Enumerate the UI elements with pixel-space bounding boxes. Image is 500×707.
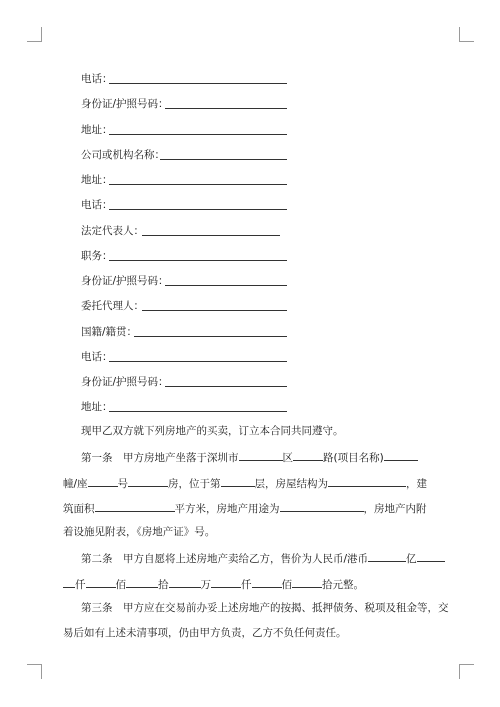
field-blank-line[interactable] — [160, 159, 287, 160]
field-blank-line[interactable] — [109, 411, 287, 412]
form-field-row — [81, 172, 287, 188]
article-2-line-2: 仟 佰 拾 万 仟 佰 拾元整。 — [63, 575, 441, 591]
project-name-blank[interactable] — [384, 448, 418, 461]
area-blank[interactable] — [95, 499, 175, 512]
form-field-row — [81, 96, 287, 112]
form-field-row — [81, 298, 287, 314]
page-corner-mark — [459, 664, 474, 679]
field-blank-line[interactable] — [134, 336, 287, 337]
field-blank-line[interactable] — [142, 235, 280, 236]
field-label: 电话： — [81, 199, 113, 211]
article-1-line-3: 筑面积 平方米，房地产用途为 ，房地产内附 — [63, 499, 441, 515]
form-field-row — [81, 399, 287, 415]
article-3-line-2: 易后如有上述未清事项，仍由甲方负责，乙方不负任何责任。 — [63, 627, 347, 639]
form-field-row — [81, 374, 287, 390]
field-blank-line[interactable] — [109, 184, 287, 185]
price-blank[interactable] — [126, 575, 158, 588]
price-blank[interactable] — [169, 575, 201, 588]
field-label: 公司或机构名称： — [81, 149, 165, 161]
article-1-line-1: 第一条 甲方房地产坐落于深圳市 区 路(项目名称) — [81, 448, 459, 464]
intro-paragraph: 现甲乙双方就下列房地产的买卖，订立本合同共同遵守。 — [81, 425, 344, 437]
price-blank[interactable] — [86, 575, 116, 588]
field-label: 地址： — [81, 174, 113, 186]
field-label: 国籍/籍贯： — [81, 326, 138, 338]
field-label: 法定代表人： — [81, 225, 144, 237]
field-blank-line[interactable] — [165, 386, 287, 387]
road-blank[interactable] — [293, 448, 323, 461]
form-field-row — [81, 197, 287, 213]
article-3-line-1: 第三条 甲方应在交易前办妥上述房地产的按揭、抵押债务、税项及租金等，交 — [81, 602, 449, 614]
field-label: 地址： — [81, 401, 113, 413]
form-field-row — [81, 324, 287, 340]
price-blank[interactable] — [63, 575, 75, 588]
usage-blank[interactable] — [280, 499, 364, 512]
district-blank[interactable] — [239, 448, 283, 461]
field-label: 身份证/护照号码： — [81, 275, 169, 287]
price-blank[interactable] — [292, 575, 322, 588]
field-blank-line[interactable] — [142, 310, 287, 311]
form-field-row — [81, 349, 287, 365]
form-field-row — [81, 122, 287, 138]
field-label: 身份证/护照号码： — [81, 376, 169, 388]
article-1-line-2: 幢/座 号 房，位于第 层，房屋结构为 ，建 — [63, 474, 441, 490]
field-label: 职务： — [81, 250, 113, 262]
field-label: 身份证/护照号码： — [81, 98, 169, 110]
field-blank-line[interactable] — [165, 285, 287, 286]
field-blank-line[interactable] — [109, 361, 287, 362]
article-1-line-4: 着设施见附表，《房地产证》号。 — [63, 526, 216, 538]
page-corner-mark — [459, 27, 474, 42]
form-field-row — [81, 147, 287, 163]
page-corner-mark — [27, 664, 42, 679]
field-blank-line[interactable] — [109, 209, 287, 210]
building-blank[interactable] — [88, 474, 118, 487]
page-corner-mark — [27, 27, 42, 42]
price-blank-100m[interactable] — [368, 549, 406, 562]
field-label: 电话： — [81, 351, 113, 363]
field-blank-line[interactable] — [109, 260, 287, 261]
field-label: 电话： — [81, 73, 113, 85]
article-2-line-1: 第二条 甲方自愿将上述房地产卖给乙方，售价为人民币/港币 亿 — [81, 549, 459, 565]
form-field-row — [81, 71, 287, 87]
field-blank-line[interactable] — [109, 83, 287, 84]
floor-blank[interactable] — [221, 474, 255, 487]
form-field-row — [81, 273, 287, 289]
field-label: 地址： — [81, 124, 113, 136]
form-field-row — [81, 248, 287, 264]
unit-blank[interactable] — [128, 474, 168, 487]
field-blank-line[interactable] — [165, 108, 287, 109]
price-blank[interactable] — [211, 575, 241, 588]
price-blank-10m[interactable] — [417, 549, 445, 562]
price-blank[interactable] — [252, 575, 282, 588]
field-label: 委托代理人： — [81, 300, 144, 312]
structure-blank[interactable] — [328, 474, 406, 487]
field-blank-line[interactable] — [109, 134, 287, 135]
form-field-row — [81, 223, 280, 239]
